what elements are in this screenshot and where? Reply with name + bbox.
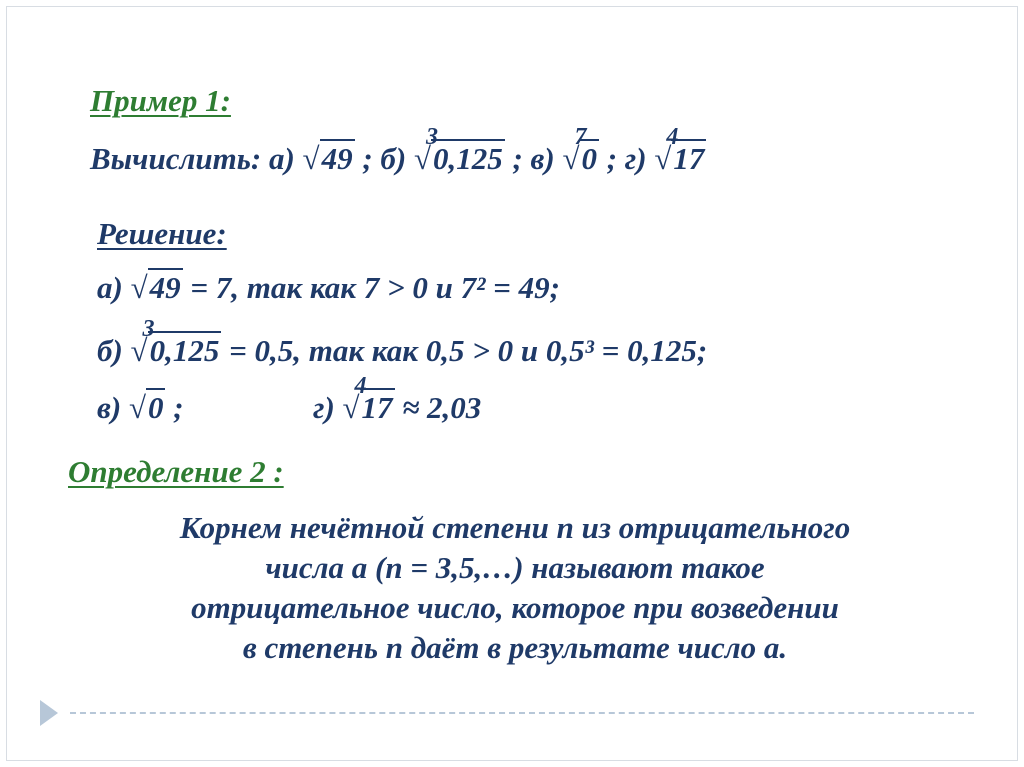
solution-root-c — [129, 392, 166, 423]
solution-c-label: в) — [97, 390, 122, 425]
solution-b-rest: = 0,5, так как 0,5 > 0 и 0,5³ = 0,125; — [229, 333, 708, 368]
solution-c — [97, 392, 184, 423]
radicand-b: 0,125 — [432, 141, 503, 176]
square-root-icon: √ — [302, 141, 320, 176]
example-title: Пример 1: — [90, 83, 231, 118]
solution-root-b — [130, 316, 222, 368]
solution-root-d — [342, 373, 395, 425]
definition-line: в степень n даёт в результате число а. — [242, 630, 788, 665]
definition-line: Корнем нечётной степени n из отрицательного — [179, 510, 851, 545]
triangle-right-icon[interactable] — [40, 700, 58, 726]
solution-d-rest: ≈ 2,03 — [402, 390, 482, 425]
solution-d-label: г) — [313, 390, 335, 425]
solution-root-index-d: 4 — [354, 373, 367, 399]
square-root-icon: √ — [130, 270, 148, 305]
solution-root-a — [131, 272, 183, 303]
solution-title: Решение: — [97, 216, 227, 251]
solution-radicand-b: 0,125 — [149, 333, 220, 368]
root-d — [654, 124, 706, 176]
root-b — [413, 124, 505, 176]
square-root-icon: √ — [130, 333, 148, 368]
definition-line: числа а (n = 3,5,…) называют такое — [265, 550, 765, 585]
task-d-label: ; г) — [606, 141, 647, 176]
radicand-a: 49 — [321, 141, 353, 176]
square-root-icon: √ — [413, 141, 431, 176]
solution-radicand-d: 17 — [361, 390, 393, 425]
task-label: Вычислить: а) — [90, 141, 295, 176]
solution-radicand-c: 0 — [147, 390, 164, 425]
root-index-d: 4 — [666, 124, 679, 150]
solution-radicand-a: 49 — [149, 270, 181, 305]
definition-title: Определение 2 : — [68, 454, 284, 489]
radicand-c: 0 — [581, 141, 597, 176]
task-b-label: ; б) — [362, 141, 407, 176]
task-c-label: ; в) — [512, 141, 555, 176]
radicand-d: 17 — [673, 141, 705, 176]
solution-d — [313, 373, 482, 425]
square-root-icon: √ — [342, 390, 360, 425]
solution-b — [97, 316, 708, 368]
definition-line: отрицательное число, которое при возведении — [191, 590, 839, 625]
task-line — [90, 124, 706, 176]
solution-b-label: б) — [97, 333, 123, 368]
solution-root-index-b: 3 — [142, 316, 155, 342]
solution-c-rest: ; — [173, 390, 184, 425]
root-index-c: 7 — [574, 124, 587, 150]
root-c — [562, 124, 599, 176]
solution-a-label: а) — [97, 270, 123, 305]
definition-text — [50, 508, 980, 668]
footer-divider — [70, 712, 974, 714]
square-root-icon: √ — [562, 141, 580, 176]
square-root-icon: √ — [128, 390, 146, 425]
root-index-b: 3 — [425, 124, 438, 150]
root-a — [303, 143, 355, 174]
solution-a-rest: = 7, так как 7 > 0 и 7² = 49; — [190, 270, 560, 305]
square-root-icon: √ — [654, 141, 672, 176]
solution-a — [97, 272, 560, 303]
